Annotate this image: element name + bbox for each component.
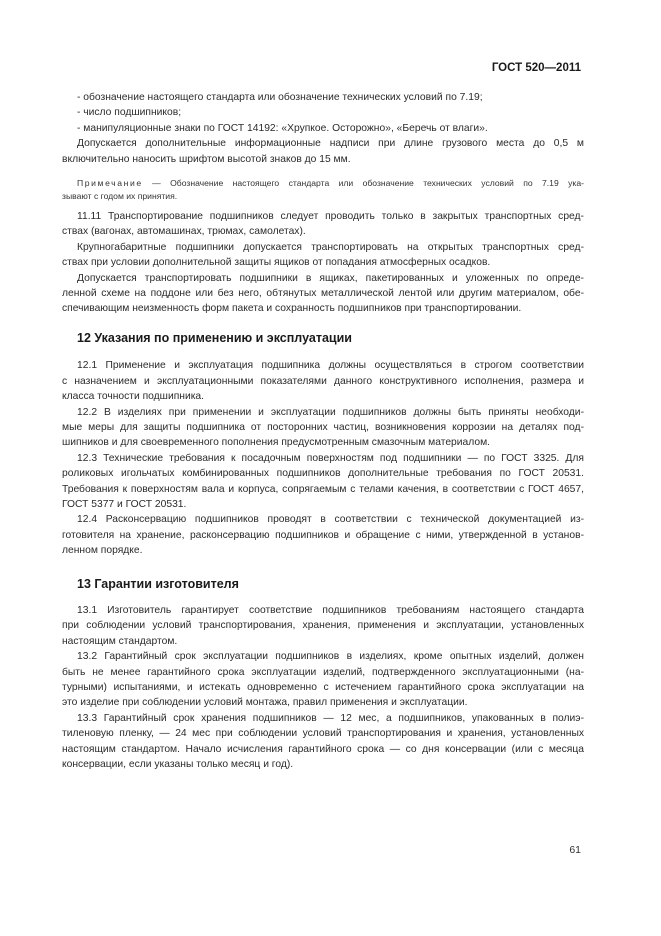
- paragraph-13-2: 13.2 Гарантийный срок эксплуатации подшипников в изделиях, кроме опытных изделий, должен быть не менее гарантийного срока эксплуатации изделий, подтвержденного эксплуатационными (на- турными) испытаниями, и истекать одновременно с истечением гарантийного срока эксплуатации на это изделие при соблюдении условий монтажа, правил применения и эксплуатации.: [62, 651, 584, 709]
- paragraph-13-3: 13.3 Гарантийный срок хранения подшипников — 12 мес, а подшипников, упакованных в полиэ- тиленовую пленку, — 24 мес при соблюдении условий транспортирования и хранения, установленных настоящим стандартом. Начало исчисления гарантийного срока — со дня консервации (или с месяца консервации, если указаны только месяц и год).: [62, 712, 584, 771]
- paragraph-additional-labels: Допускается дополнительные информационные надписи при длине грузового места до 0,5 м включительно наносить шрифтом высотой знаков до 15 мм.: [62, 138, 584, 165]
- list-item: - манипуляционные знаки по ГОСТ 14192: «Хрупкое. Осторожно», «Беречь от влаги».: [77, 122, 488, 134]
- paragraph-13-1: 13.1 Изготовитель гарантирует соответствие подшипников требованиям настоящего стандарта при соблюдении условий транспортирования, хранения, применения и эксплуатации, установленных настоящим стандартом.: [62, 604, 584, 647]
- list-item: - число подшипников;: [77, 107, 182, 119]
- paragraph-12-4: 12.4 Расконсервацию подшипников проводят в соответствии с технической документацией из- готовителя на хранение, расконсервацию подшипников и обращение с ними, утвержденной в установ- ленном порядке.: [62, 514, 584, 557]
- marking-list: [62, 90, 584, 136]
- paragraph-large-bearings: Крупногабаритные подшипники допускается транспортировать на открытых транспортных сред- ствах при условии дополнительной защиты ящиков от попадания атмосферных осадков.: [62, 241, 584, 269]
- paragraph-12-1: 12.1 Применение и эксплуатация подшипника должны осуществляться в строгом соответствии с назначением и эксплуатационными показателями данного конструктивного исполнения, размера и класса точности подшипника.: [62, 360, 584, 403]
- paragraph-12-2: 12.2 В изделиях при применении и эксплуатации подшипников должны быть приняты необходи- мые меры для защиты подшипника от посторонних частиц, возникновения коррозии на деталях под- шипников и для своевременного пополнения предусмотренным смазочным материалом.: [62, 406, 584, 449]
- section-13-heading: 13 Гарантии изготовителя: [77, 576, 239, 591]
- section-12-heading: 12 Указания по применению и эксплуатации: [77, 330, 352, 345]
- document-code: ГОСТ 520—2011: [491, 62, 581, 74]
- list-item: - обозначение настоящего стандарта или обозначение технических условий по 7.19;: [77, 92, 483, 103]
- document-body: [62, 90, 584, 772]
- note: Примечание — Обозначение настоящего стандарта или обозначение технических условий по 7.19 ука- зывают с годом их принятия.: [62, 178, 584, 202]
- paragraph-11-11: 11.11 Транспортирование подшипников следует проводить только в закрытых транспортных сред- ствах (вагонах, автомашинах, трюмах, самолетах).: [62, 211, 584, 238]
- paragraph-boxes: Допускается транспортировать подшипники в ящиках, пакетированных и уложенных по опреде- ленной схеме на поддоне или без него, обтянутых металлической лентой или другим материалом, обе- спечивающим неизменность форм пакета и сохранность подшипников при транспортировании.: [62, 272, 584, 315]
- paragraph-12-3: 12.3 Технические требования к посадочным поверхностям под подшипники — по ГОСТ 3325. Для роликовых игольчатых комбинированных подшипников дополнительные требования по ГОСТ 20531. Требования к поверхностям вала и корпуса, сопрягаемым с телами качения, в соответствии с ГОСТ 4657, ГОСТ 5377 и ГОСТ 20531.: [62, 452, 584, 510]
- note-label: Примечание: [77, 178, 143, 189]
- page-number: 61: [569, 844, 581, 856]
